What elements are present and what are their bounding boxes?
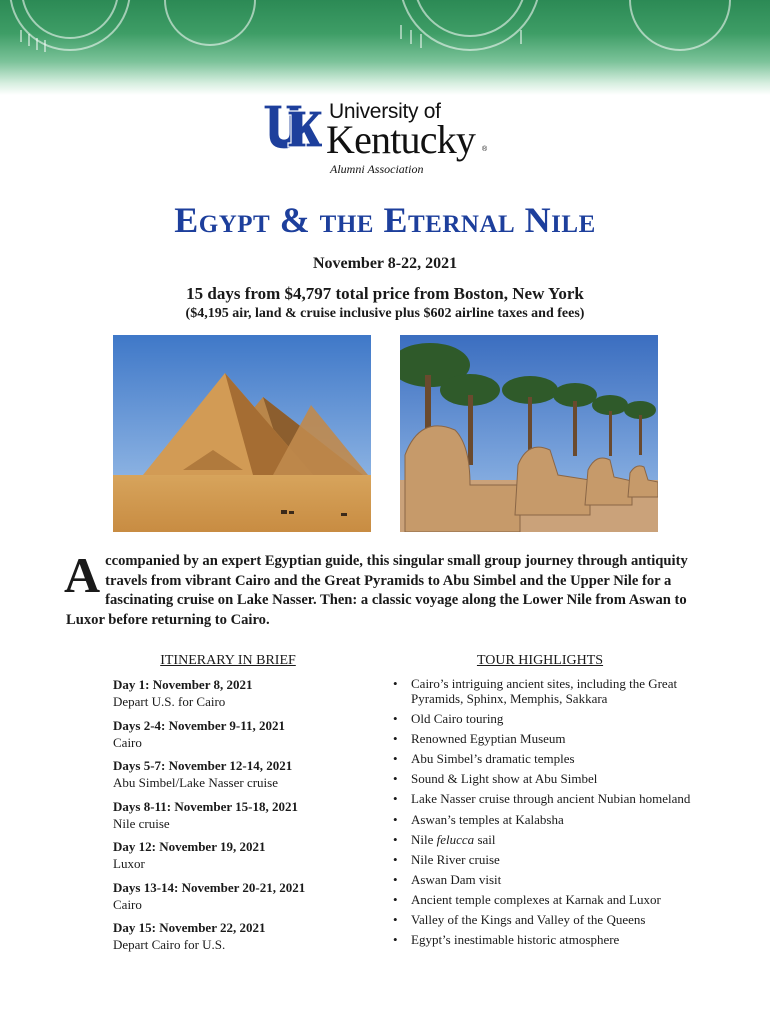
- highlights-list: [393, 676, 713, 952]
- highlight-item: • Sound & Light show at Abu Simbel: [393, 771, 713, 786]
- itinerary-day-desc: Cairo: [113, 896, 142, 912]
- uk-alumni-logo: [262, 100, 502, 180]
- itinerary-day-desc: Depart U.S. for Cairo: [113, 694, 226, 709]
- itinerary-day: [113, 879, 373, 920]
- highlights-heading: TOUR HIGHLIGHTS: [476, 653, 604, 668]
- trip-price: 15 days from $4,797 total price from Boston, New York: [186, 284, 584, 303]
- itinerary-day-title: Day 15: November 22, 2021: [113, 920, 266, 935]
- felucca-suffix: sail: [474, 831, 496, 847]
- itinerary-day-desc: Luxor: [113, 856, 145, 871]
- intro-text: ccompanied by an expert Egyptian guide, this singular small group journey through antiquity travels from vibrant Cairo and the Great Pyramids to Abu Simbel and the Upper Nile for a fascinating cruise on Lake Nasser. Then: a classic voyage along the Lower Nile from Aswan to Luxor before returning to Cairo.: [66, 553, 688, 628]
- itinerary-heading: ITINERARY IN BRIEF: [160, 653, 296, 668]
- itinerary-day: [113, 757, 373, 798]
- itinerary-day-desc: Cairo: [113, 734, 142, 750]
- highlight-item: • Renowned Egyptian Museum: [393, 731, 713, 746]
- trip-title: Egypt & the Eternal Nile: [174, 200, 596, 240]
- highlight-item: • Aswan’s temples at Kalabsha: [393, 812, 713, 827]
- trip-price-note: ($4,195 air, land & cruise inclusive plus $602 airline taxes and fees): [185, 306, 585, 321]
- itinerary-day-title: Days 13-14: November 20-21, 2021: [113, 879, 306, 895]
- itinerary-day-title: Days 8-11: November 15-18, 2021: [113, 798, 298, 814]
- logo-registered-mark: ®: [482, 146, 488, 153]
- itinerary-day-title: Day 1: November 8, 2021: [113, 677, 253, 692]
- logo-association-text: Alumni Association: [330, 162, 424, 176]
- felucca-prefix: Nile: [411, 831, 437, 847]
- itinerary-day-title: Days 2-4: November 9-11, 2021: [113, 717, 285, 733]
- itinerary-day-desc: Depart Cairo for U.S.: [113, 937, 226, 952]
- intro-dropcap: A: [64, 547, 101, 603]
- highlight-item: • Aswan Dam visit: [393, 872, 713, 887]
- highlight-item: • Abu Simbel’s dramatic temples: [393, 751, 713, 766]
- itinerary-day-desc: Nile cruise: [113, 815, 170, 831]
- itinerary-day: [113, 838, 373, 879]
- highlight-item-felucca: [393, 832, 713, 847]
- highlight-item: • Ancient temple complexes at Karnak and Luxor: [393, 892, 713, 907]
- decorative-header-band: [0, 0, 770, 95]
- logo-kentucky-text: Kentucky: [326, 117, 476, 162]
- itinerary-day-title: Day 12: November 19, 2021: [113, 839, 266, 854]
- uk-logo-icon: [262, 103, 322, 153]
- highlight-item: • Valley of the Kings and Valley of the Queens: [393, 912, 713, 927]
- highlight-item: • Lake Nasser cruise through ancient Nubian homeland: [393, 791, 713, 806]
- avenue-of-sphinxes-photo: [400, 335, 658, 532]
- highlight-item: • Cairo’s intriguing ancient sites, including the Great Pyramids, Sphinx, Memphis, Sakkara: [393, 676, 713, 706]
- itinerary-day: [113, 717, 373, 758]
- itinerary-day: [113, 676, 373, 717]
- highlight-item: • Nile River cruise: [393, 852, 713, 867]
- highlight-item: • Old Cairo touring: [393, 711, 713, 726]
- itinerary-day: [113, 798, 373, 839]
- felucca-word: felucca: [436, 831, 475, 847]
- itinerary-day-title: Days 5-7: November 12-14, 2021: [113, 758, 293, 773]
- logo-university-text: University of: [329, 100, 441, 123]
- itinerary-day-desc: Abu Simbel/Lake Nasser cruise: [113, 775, 278, 790]
- trip-dates: November 8-22, 2021: [312, 255, 458, 272]
- itinerary-day: [113, 919, 373, 960]
- pyramids-of-giza-photo: [113, 335, 371, 532]
- intro-paragraph: [64, 547, 726, 630]
- itinerary-list: [113, 676, 373, 960]
- highlight-item: • Egypt’s inestimable historic atmosphere: [393, 932, 713, 947]
